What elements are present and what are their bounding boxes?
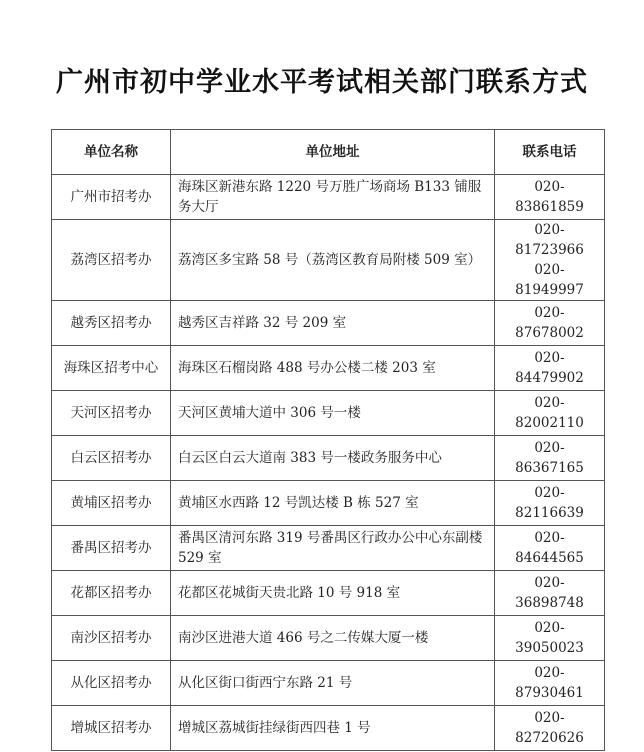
phone-number: 020-39050023 [515, 620, 584, 656]
table-row [52, 301, 605, 346]
unit-name-cell: 黄埔区招考办 [52, 481, 171, 526]
phone-number: 020-87678002 [515, 305, 584, 341]
phone-cell [495, 481, 605, 526]
phone-cell [495, 391, 605, 436]
phone-number: 020-81723966 [515, 222, 584, 258]
table-row [52, 436, 605, 481]
phone-cell [495, 346, 605, 391]
table-row [52, 391, 605, 436]
table-row [52, 481, 605, 526]
table-row [52, 220, 605, 301]
table-row [52, 616, 605, 661]
unit-address-cell: 海珠区石榴岗路 488 号办公楼二楼 203 室 [171, 346, 495, 391]
phone-cell [495, 175, 605, 220]
unit-name-cell: 海珠区招考中心 [52, 346, 171, 391]
unit-name-cell: 增城区招考办 [52, 706, 171, 751]
unit-name-cell: 花都区招考办 [52, 571, 171, 616]
phone-cell [495, 220, 605, 301]
unit-name-cell: 白云区招考办 [52, 436, 171, 481]
table-row [52, 706, 605, 751]
header-unit-name: 单位名称 [52, 130, 171, 175]
header-unit-address: 单位地址 [171, 130, 495, 175]
table-row [52, 526, 605, 571]
phone-cell [495, 301, 605, 346]
unit-address-cell: 白云区白云大道南 383 号一楼政务服务中心 [171, 436, 495, 481]
table-row [52, 175, 605, 220]
table-row [52, 571, 605, 616]
unit-address-cell: 黄埔区水西路 12 号凯达楼 B 栋 527 室 [171, 481, 495, 526]
unit-address-cell: 荔湾区多宝路 58 号（荔湾区教育局附楼 509 室） [171, 220, 495, 301]
phone-number: 020-84479902 [515, 350, 584, 386]
phone-cell [495, 616, 605, 661]
phone-number: 020-82116639 [515, 485, 584, 521]
unit-address-cell: 从化区街口街西宁东路 21 号 [171, 661, 495, 706]
unit-address-cell: 番禺区清河东路 319 号番禺区行政办公中心东副楼 529 室 [171, 526, 495, 571]
phone-number: 020-82720626 [515, 710, 584, 746]
phone-cell [495, 526, 605, 571]
phone-number: 020-82002110 [515, 395, 584, 431]
unit-address-cell: 增城区荔城街挂绿街西四巷 1 号 [171, 706, 495, 751]
phone-number: 020-81949997 [515, 262, 584, 298]
unit-address-cell: 越秀区吉祥路 32 号 209 室 [171, 301, 495, 346]
unit-address-cell: 天河区黄埔大道中 306 号一楼 [171, 391, 495, 436]
unit-name-cell: 天河区招考办 [52, 391, 171, 436]
phone-number: 020-84644565 [515, 530, 584, 566]
table-row [52, 346, 605, 391]
unit-name-cell: 荔湾区招考办 [52, 220, 171, 301]
unit-address-cell: 南沙区进港大道 466 号之二传媒大厦一楼 [171, 616, 495, 661]
phone-cell [495, 571, 605, 616]
unit-name-cell: 南沙区招考办 [52, 616, 171, 661]
unit-address-cell: 海珠区新港东路 1220 号万胜广场商场 B133 铺服务大厅 [171, 175, 495, 220]
unit-address-cell: 花都区花城街天贵北路 10 号 918 室 [171, 571, 495, 616]
unit-name-cell: 从化区招考办 [52, 661, 171, 706]
phone-cell [495, 436, 605, 481]
page-title: 广州市初中学业水平考试相关部门联系方式 [56, 67, 588, 98]
unit-name-cell: 广州市招考办 [52, 175, 171, 220]
phone-number: 020-36898748 [515, 575, 584, 611]
unit-name-cell: 番禺区招考办 [52, 526, 171, 571]
phone-number: 020-83861859 [515, 179, 584, 215]
table-row [52, 661, 605, 706]
phone-cell [495, 706, 605, 751]
phone-cell [495, 661, 605, 706]
phone-number: 020-86367165 [515, 440, 584, 476]
table-header-row [52, 130, 605, 175]
unit-name-cell: 越秀区招考办 [52, 301, 171, 346]
contacts-table [51, 129, 605, 751]
phone-number: 020-87930461 [515, 665, 584, 701]
header-phone: 联系电话 [495, 130, 605, 175]
